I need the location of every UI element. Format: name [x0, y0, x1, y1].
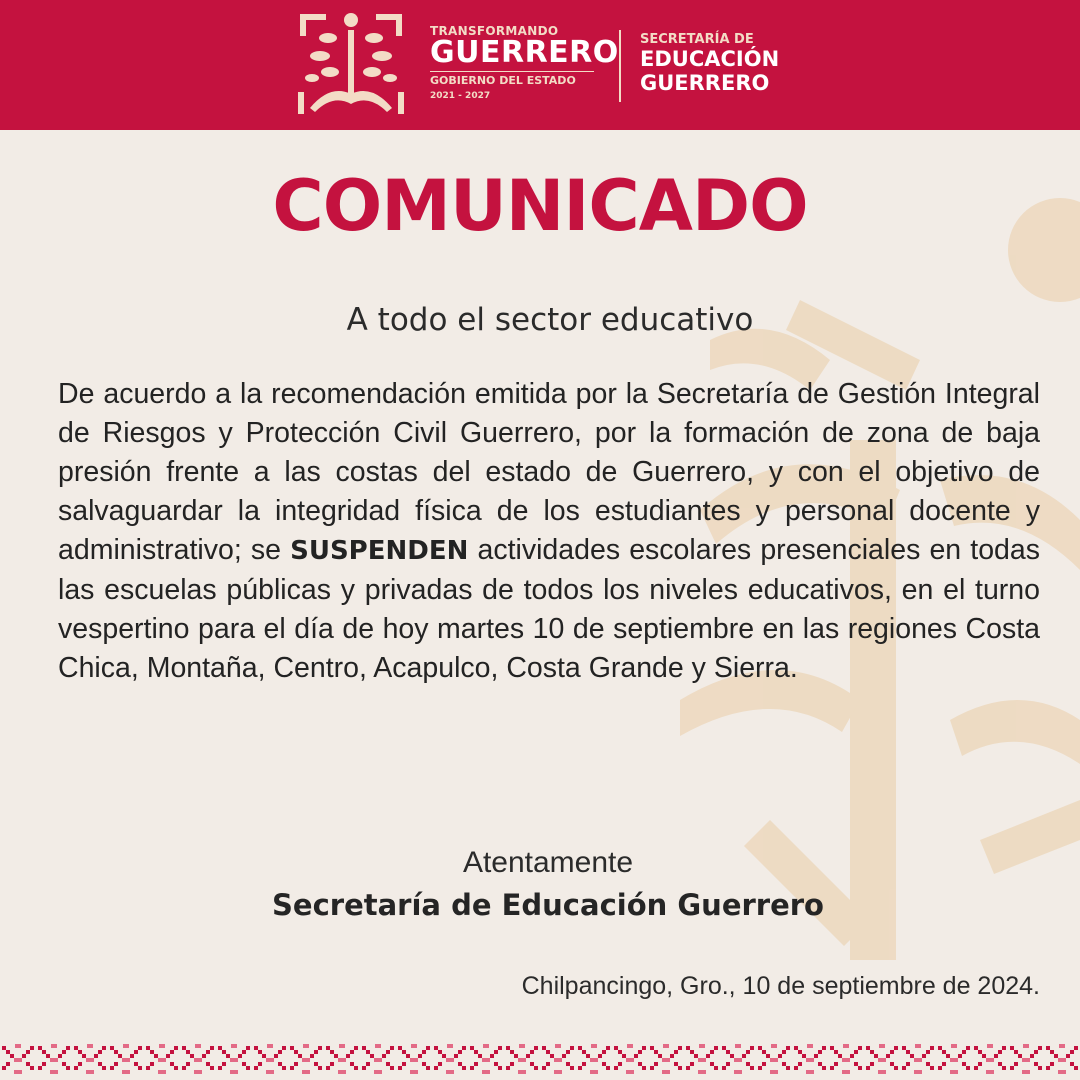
salutation: A todo el sector educativo — [346, 302, 754, 338]
sec-top-text: SECRETARÍA DE — [640, 32, 754, 47]
sec-line1-text: EDUCACIÓN — [640, 47, 780, 71]
closing-text: Atentamente — [462, 846, 634, 879]
gov-years-text: 2021 - 2027 — [430, 91, 491, 101]
gov-top-text: TRANSFORMANDO — [430, 24, 559, 38]
header-banner — [0, 0, 1080, 130]
body-text-part1: De acuerdo a la recomendación emitida por la Secretaría de Gestión Integral de Riesgos y Protección Civil Guerrero, por la formación de zona de baja presión frente a las costas del estado de Guerrero, y con el objetivo de salvaguardar la integridad física de los estudiantes y personal docente y administrativo; se — [58, 378, 1040, 566]
header-divider — [619, 30, 621, 102]
sec-line2-text: GUERRERO — [640, 71, 770, 95]
embroidered-pattern-border — [0, 1040, 1080, 1080]
guerrero-tree-emblem-icon — [290, 8, 412, 122]
gov-sub-text: GOBIERNO DEL ESTADO — [430, 71, 594, 87]
government-logo-text — [430, 24, 619, 101]
announcement-body — [58, 375, 1040, 688]
signature: Secretaría de Educación Guerrero — [272, 888, 824, 922]
secretariat-logo-text — [640, 32, 779, 95]
body-emphasis: SUSPENDEN — [290, 536, 469, 566]
gov-main-text: GUERRERO — [430, 35, 619, 70]
body-text-part2: actividades escolares presenciales en todas las escuelas públicas y privadas de todos los niveles educativos, en el turno vespertino para el día de hoy martes 10 de septiembre en las regiones Costa Chica, Montaña, Centro, Acapulco, Costa Grande y Sierra. — [58, 534, 1041, 684]
place-date: Chilpancingo, Gro., 10 de septiembre de 2024. — [521, 972, 1040, 1000]
document-title: COMUNICADO — [272, 165, 808, 247]
